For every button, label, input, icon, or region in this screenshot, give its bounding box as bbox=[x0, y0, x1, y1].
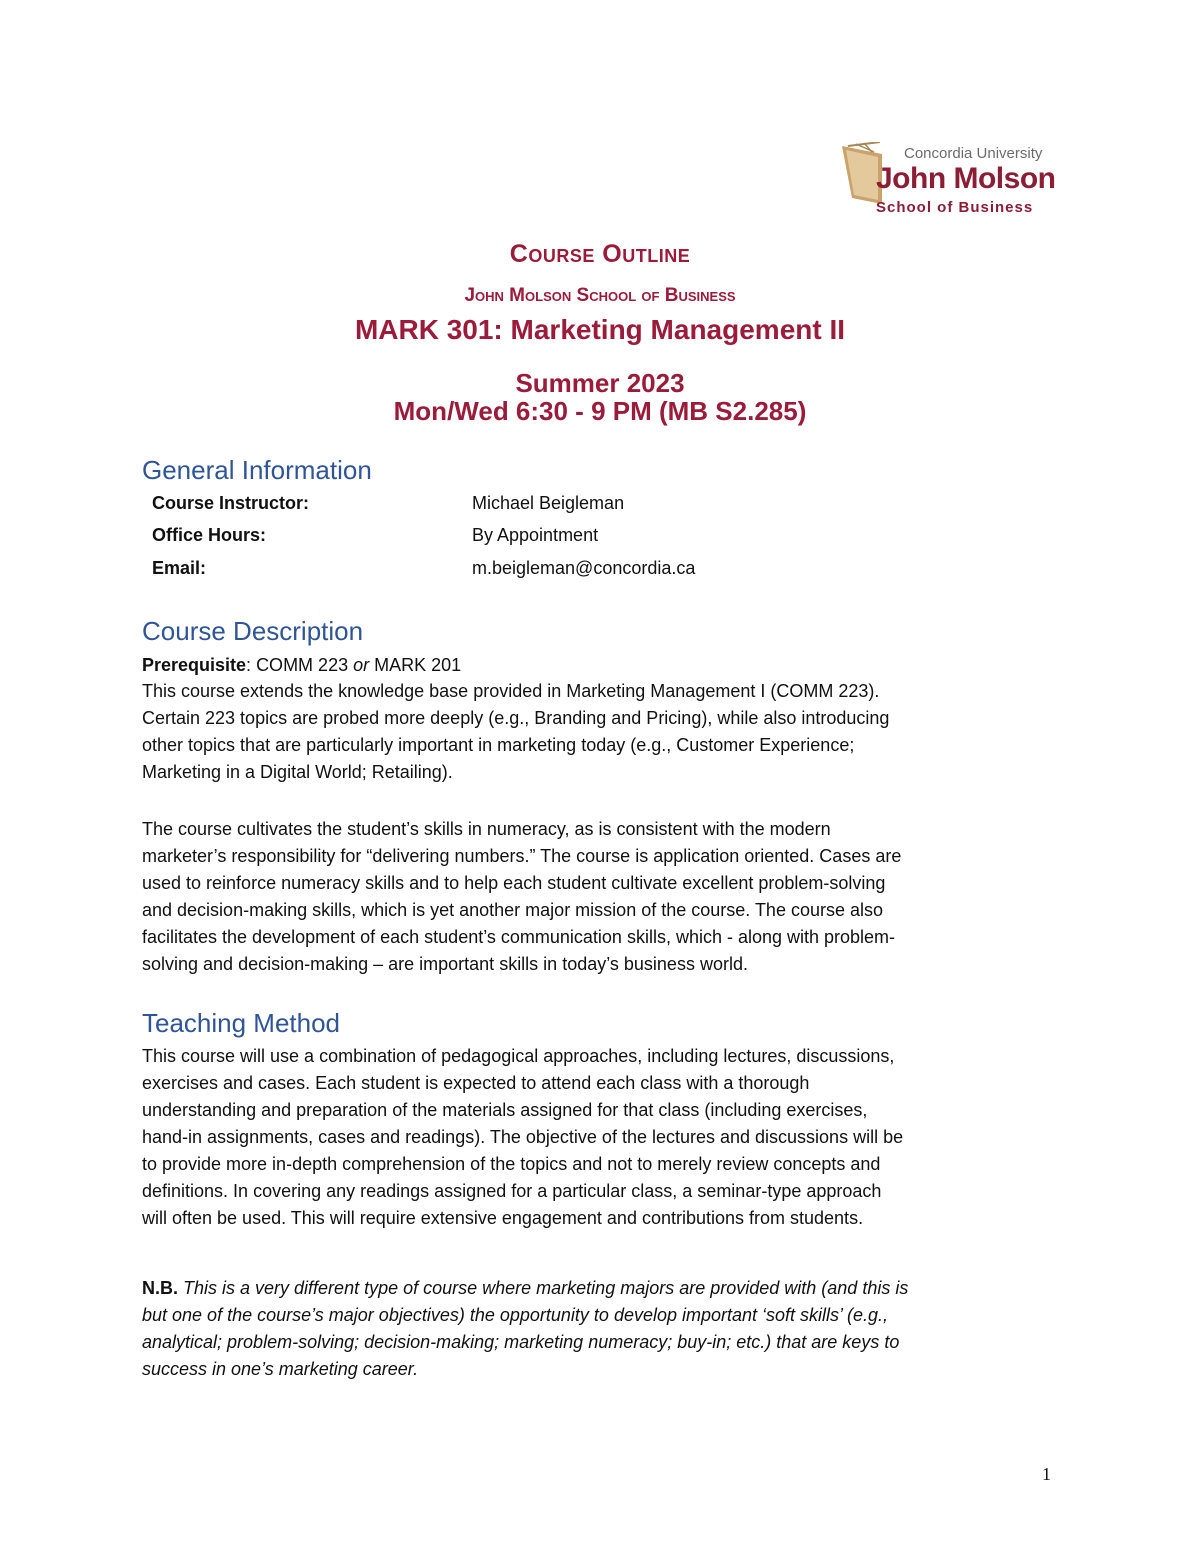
nb-line: but one of the course’s major objectives) the opportunity to develop important ‘soft skills’ (e.g., bbox=[142, 1305, 889, 1325]
teaching-method-paragraph bbox=[142, 1043, 1062, 1232]
email-link[interactable]: m.beigleman@concordia.ca bbox=[472, 558, 696, 578]
prerequisite-b: MARK 201 bbox=[369, 655, 462, 675]
nb-line: This is a very different type of course where marketing majors are provided with (and this is bbox=[183, 1278, 909, 1298]
paragraph-line: exercises and cases. Each student is expected to attend each class with a thorough bbox=[142, 1073, 810, 1093]
info-label: Course Instructor: bbox=[152, 493, 310, 513]
nb-label: N.B. bbox=[142, 1278, 178, 1298]
paragraph-line: to provide more in-depth comprehension of the topics and not to merely review concepts and bbox=[142, 1154, 881, 1174]
paragraph-line: hand-in assignments, cases and readings). The objective of the lectures and discussions will be bbox=[142, 1127, 904, 1147]
paragraph-line: definitions. In covering any readings assigned for a particular class, a seminar-type approach bbox=[142, 1181, 882, 1201]
school-logo bbox=[842, 142, 1062, 218]
page-number: 1 bbox=[1042, 1464, 1051, 1484]
paragraph-line: This course extends the knowledge base provided in Marketing Management I (COMM 223). bbox=[142, 681, 880, 701]
nb-note bbox=[142, 1275, 1062, 1383]
logo-university: Concordia University bbox=[904, 145, 1043, 162]
paragraph-line: This course will use a combination of pedagogical approaches, including lectures, discussions, bbox=[142, 1046, 895, 1066]
description-paragraph-1 bbox=[142, 678, 1062, 786]
prerequisite-line bbox=[142, 652, 1062, 679]
nb-line: success in one’s marketing career. bbox=[142, 1359, 419, 1379]
schedule: Mon/Wed 6:30 - 9 PM (MB S2.285) bbox=[393, 396, 807, 426]
paragraph-line: solving and decision-making – are important skills in today’s business world. bbox=[142, 954, 748, 974]
info-label: Office Hours: bbox=[152, 525, 267, 545]
paragraph-line: used to reinforce numeracy skills and to help each student cultivate excellent problem-solving bbox=[142, 873, 886, 893]
logo-school-suffix: School of Business bbox=[876, 199, 1034, 216]
course-description-heading: Course Description bbox=[142, 616, 364, 646]
prerequisite-a: COMM 223 bbox=[256, 655, 354, 675]
school-name: John Molson School of Business bbox=[464, 285, 736, 306]
paragraph-line: other topics that are particularly important in marketing today (e.g., Customer Experience; bbox=[142, 735, 855, 755]
paragraph-line: Certain 223 topics are probed more deeply (e.g., Branding and Pricing), while also introducing bbox=[142, 708, 890, 728]
nb-line: analytical; problem-solving; decision-making; marketing numeracy; buy-in; etc.) that are keys to bbox=[142, 1332, 900, 1352]
paragraph-line: facilitates the development of each student’s communication skills, which - along with problem- bbox=[142, 927, 896, 947]
general-information-heading: General Information bbox=[142, 455, 372, 485]
paragraph-line: The course cultivates the student’s skills in numeracy, as is consistent with the modern bbox=[142, 819, 831, 839]
info-value: By Appointment bbox=[472, 525, 599, 545]
description-paragraph-2 bbox=[142, 816, 1062, 978]
logo-school-name: John Molson bbox=[876, 162, 1056, 195]
prerequisite-label: Prerequisite bbox=[142, 655, 247, 675]
prerequisite-or: or bbox=[353, 655, 370, 675]
course-title: MARK 301: Marketing Management II bbox=[354, 314, 846, 345]
term: Summer 2023 bbox=[515, 368, 685, 398]
info-label: Email: bbox=[152, 558, 207, 578]
paragraph-line: will often be used. This will require extensive engagement and contributions from students. bbox=[142, 1208, 864, 1228]
paragraph-line: understanding and preparation of the materials assigned for that class (including exercises, bbox=[142, 1100, 868, 1120]
paragraph-line: and decision-making skills, which is yet another major mission of the course. The course also bbox=[142, 900, 884, 920]
teaching-method-heading: Teaching Method bbox=[142, 1008, 341, 1038]
paragraph-line: marketer’s responsibility for “delivering numbers.” The course is application oriented. Cases are bbox=[142, 846, 902, 866]
info-value: Michael Beigleman bbox=[472, 493, 625, 513]
paragraph-line: Marketing in a Digital World; Retailing). bbox=[142, 762, 453, 782]
prerequisite-sep: : bbox=[246, 655, 257, 675]
document-title: Course Outline bbox=[509, 240, 691, 268]
